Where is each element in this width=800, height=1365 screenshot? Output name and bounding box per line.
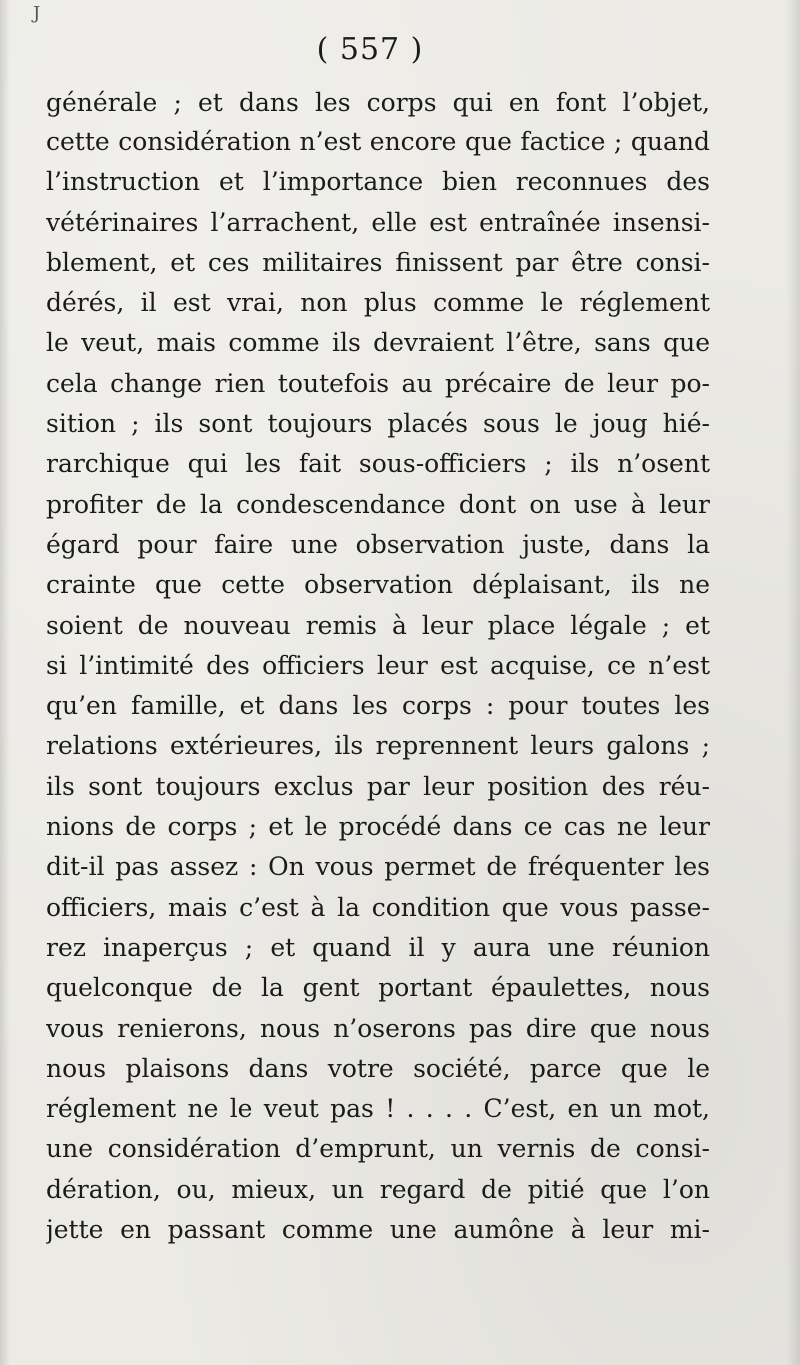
text-line: officiers, mais c’est à la condition que vous passe- xyxy=(46,892,710,922)
text-line: cette considération n’est encore que factice ; quand xyxy=(46,127,710,156)
text-line: qu’en famille, et dans les corps : pour toutes les xyxy=(46,691,710,721)
text-line: l’instruction et l’importance bien reconnues des xyxy=(46,167,710,197)
stray-mark: J xyxy=(33,3,41,24)
text-line: crainte que cette observation déplaisant, ils ne xyxy=(46,570,710,600)
text-line: jette en passant comme une aumône à leur mi- xyxy=(46,1215,710,1245)
text-line: rarchique qui les fait sous-officiers ; ils n’osent xyxy=(46,449,710,479)
text-line: vétérinaires l’arrachent, elle est entraînée insensi- xyxy=(46,207,710,237)
text-line: profiter de la condescendance dont on use à leur xyxy=(46,489,710,519)
page-number: ( 557 ) xyxy=(316,32,424,67)
page-gutter-shadow xyxy=(0,0,10,1365)
text-line: dérés, il est vrai, non plus comme le réglement xyxy=(46,288,710,318)
text-line: dération, ou, mieux, un regard de pitié que l’on xyxy=(46,1174,710,1204)
text-line: sition ; ils sont toujours placés sous le joug hié- xyxy=(46,409,710,439)
text-line: blement, et ces militaires finissent par être consi- xyxy=(46,247,710,277)
text-line: dit-il pas assez : On vous permet de fréquenter les xyxy=(46,852,710,882)
text-line: une considération d’emprunt, un vernis de consi- xyxy=(46,1134,710,1164)
text-line: soient de nouveau remis à leur place légale ; et xyxy=(46,610,710,640)
text-line: cela change rien toutefois au précaire de leur po- xyxy=(46,368,710,398)
text-line: ils sont toujours exclus par leur position des réu- xyxy=(46,771,710,801)
body-text xyxy=(46,80,710,1250)
text-line: réglement ne le veut pas ! . . . . C’est, en un mot, xyxy=(46,1094,710,1124)
text-line: rez inaperçus ; et quand il y aura une réunion xyxy=(46,932,710,962)
text-line: nous plaisons dans votre société, parce que le xyxy=(46,1053,710,1083)
text-line: relations extérieures, ils reprennent leurs galons ; xyxy=(46,731,710,761)
text-line: si l’intimité des officiers leur est acquise, ce n’est xyxy=(46,650,710,680)
text-line: nions de corps ; et le procédé dans ce cas ne leur xyxy=(46,812,710,842)
text-line: le veut, mais comme ils devraient l’être, sans que xyxy=(46,328,710,358)
text-line: vous renierons, nous n’oserons pas dire que nous xyxy=(46,1013,710,1043)
text-line: égard pour faire une observation juste, dans la xyxy=(46,529,710,559)
page-edge-shadow xyxy=(786,0,800,1365)
text-line: quelconque de la gent portant épaulettes, nous xyxy=(46,973,710,1003)
text-line: générale ; et dans les corps qui en font l’objet, xyxy=(46,88,710,117)
